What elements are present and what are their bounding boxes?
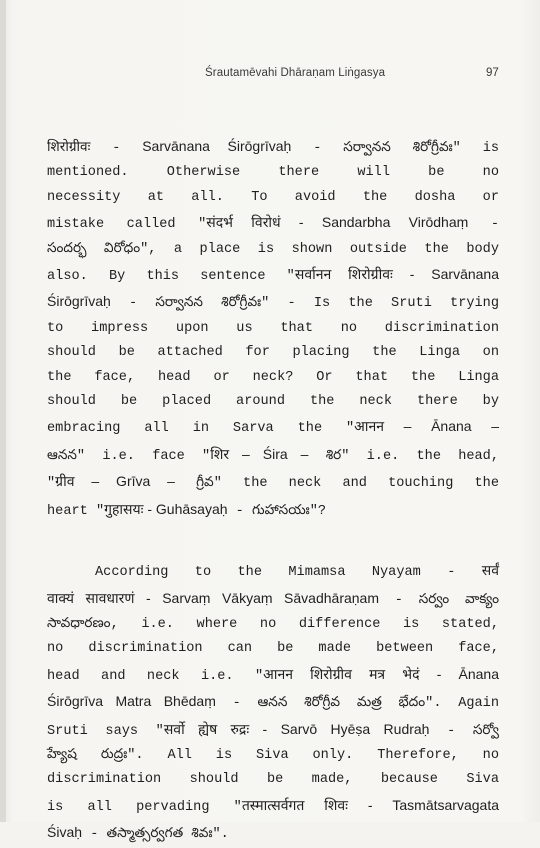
- text-run: హ్యేష రుద్రః". All is Siva only. Therefore, no: [47, 747, 499, 763]
- text-run: ": [47, 476, 56, 492]
- page-edge-shadow: [0, 0, 6, 822]
- text-run: - సర్వానన శిరోగ్రీవః" is: [291, 141, 500, 156]
- paragraph-1: [47, 134, 499, 524]
- sanskrit-term: Śivaḥ: [47, 824, 83, 841]
- text-run: According to the Mimamsa Nyayam -: [95, 565, 482, 581]
- text-run: the face, head or neck? Or that the Linga: [47, 369, 499, 385]
- text-line: [47, 442, 499, 469]
- text-run: శిర" i.e. the head,: [308, 448, 499, 464]
- text-run: should be attached for placing the Linga on: [47, 345, 499, 361]
- paragraph-2: [47, 558, 499, 847]
- text-run: should be placed around the neck there by: [47, 394, 499, 410]
- sanskrit-term: शिर – Śira –: [210, 445, 309, 462]
- text-run: - సర్వో: [429, 723, 499, 739]
- text-run: discrimination should be made, because Siva: [47, 772, 499, 788]
- text-line: [47, 414, 499, 441]
- text-run: heart ": [47, 503, 105, 519]
- sanskrit-term: आनन शिरोग्रीव मत्र भेदं - Ānana: [263, 665, 499, 682]
- text-run: - ఆనన శిరోగ్రీవ మత్ర భేదం". Again: [215, 696, 499, 712]
- text-line: [47, 717, 499, 744]
- text-line: [47, 390, 499, 414]
- text-line: [47, 341, 499, 365]
- text-run: to impress upon us that no discrimination: [47, 320, 499, 336]
- text-run: ఆనన" i.e. face ": [47, 448, 211, 464]
- text-line: [47, 613, 499, 637]
- text-line: [47, 366, 499, 390]
- text-run: शिरोग्रीवः -: [47, 141, 143, 156]
- sanskrit-term: ग्रीव – Grīva –: [55, 473, 175, 490]
- text-line: [47, 317, 499, 341]
- text-line: [47, 662, 499, 689]
- text-line: [47, 134, 499, 161]
- text-run: - తస్మాత్సర్వగత శివః".: [82, 827, 229, 843]
- text-run: also. By this sentence ": [47, 269, 295, 285]
- text-line: [47, 210, 499, 237]
- text-run: -: [468, 217, 499, 233]
- text-line: [47, 262, 499, 289]
- text-run: necessity at all. To avoid the dosha or: [47, 189, 499, 205]
- sanskrit-term: वाक्यं सावधारणं - Sarvaṃ Vākyaṃ Sāvadhāraṇam: [47, 589, 380, 606]
- text-run: సావధారణం, i.e. where no difference is stated,: [47, 616, 499, 632]
- sanskrit-term: तस्मात्सर्वगत शिवः - Tasmātsarvagata: [241, 796, 500, 813]
- text-run: - గుహాసయః"?: [227, 503, 327, 519]
- text-line: [47, 469, 499, 496]
- text-line: [47, 689, 499, 716]
- page-number: 97: [486, 67, 499, 79]
- text-line: [47, 793, 499, 820]
- text-line: [47, 820, 499, 847]
- text-line: [47, 768, 499, 792]
- text-run: mistake called ": [47, 217, 207, 233]
- text-line: [47, 186, 499, 210]
- sanskrit-term: सर्वानन शिरोग्रीवः - Sarvānana: [294, 266, 499, 283]
- text-run: mentioned. Otherwise there will be no: [47, 165, 499, 181]
- text-run: embracing all in Sarva the ": [47, 421, 355, 437]
- page-header: [0, 67, 540, 85]
- page-body: [47, 134, 499, 848]
- sanskrit-term: संदर्भ विरोधं - Sandarbha Virōdhaṃ: [206, 214, 469, 231]
- text-run: - సర్వానన శిరోగ్రీవః" - Is the Sruti trying: [110, 296, 499, 312]
- text-line: [47, 558, 499, 585]
- text-line: [47, 161, 499, 185]
- text-run: head and neck i.e. ": [47, 668, 264, 684]
- text-line: [47, 586, 499, 613]
- sanskrit-term: गुहासयः - Guhāsayaḥ: [104, 500, 228, 517]
- sanskrit-term: Sarvānana Śirōgrīvaḥ: [142, 138, 292, 154]
- running-title: Śrautamēvahi Dhāraṇam Liṅgasya: [205, 67, 386, 79]
- text-line: [47, 497, 499, 524]
- text-run: - సర్వం వాక్యం: [379, 592, 499, 608]
- sanskrit-term: सर्वं: [481, 562, 499, 579]
- text-line: [47, 637, 499, 661]
- text-run: గ్రీవ" the neck and touching the: [174, 476, 499, 492]
- text-run: no discrimination can be made between face,: [47, 641, 499, 657]
- text-line: [47, 238, 499, 262]
- sanskrit-term: सर्वो ह्येष रुद्रः - Sarvō Hyēṣa Rudraḥ: [163, 720, 430, 737]
- sanskrit-term: Śirōgrīvaḥ: [47, 293, 111, 310]
- text-run: is all pervading ": [47, 799, 242, 815]
- text-run: Sruti says ": [47, 723, 164, 739]
- text-line: [47, 289, 499, 316]
- text-run: సందర్భ విరోధం", a place is shown outside the body: [47, 241, 499, 257]
- sanskrit-term: आनन – Ānana –: [354, 418, 499, 435]
- sanskrit-term: Śirōgrīva Matra Bhēdaṃ: [47, 693, 216, 710]
- text-line: [47, 744, 499, 768]
